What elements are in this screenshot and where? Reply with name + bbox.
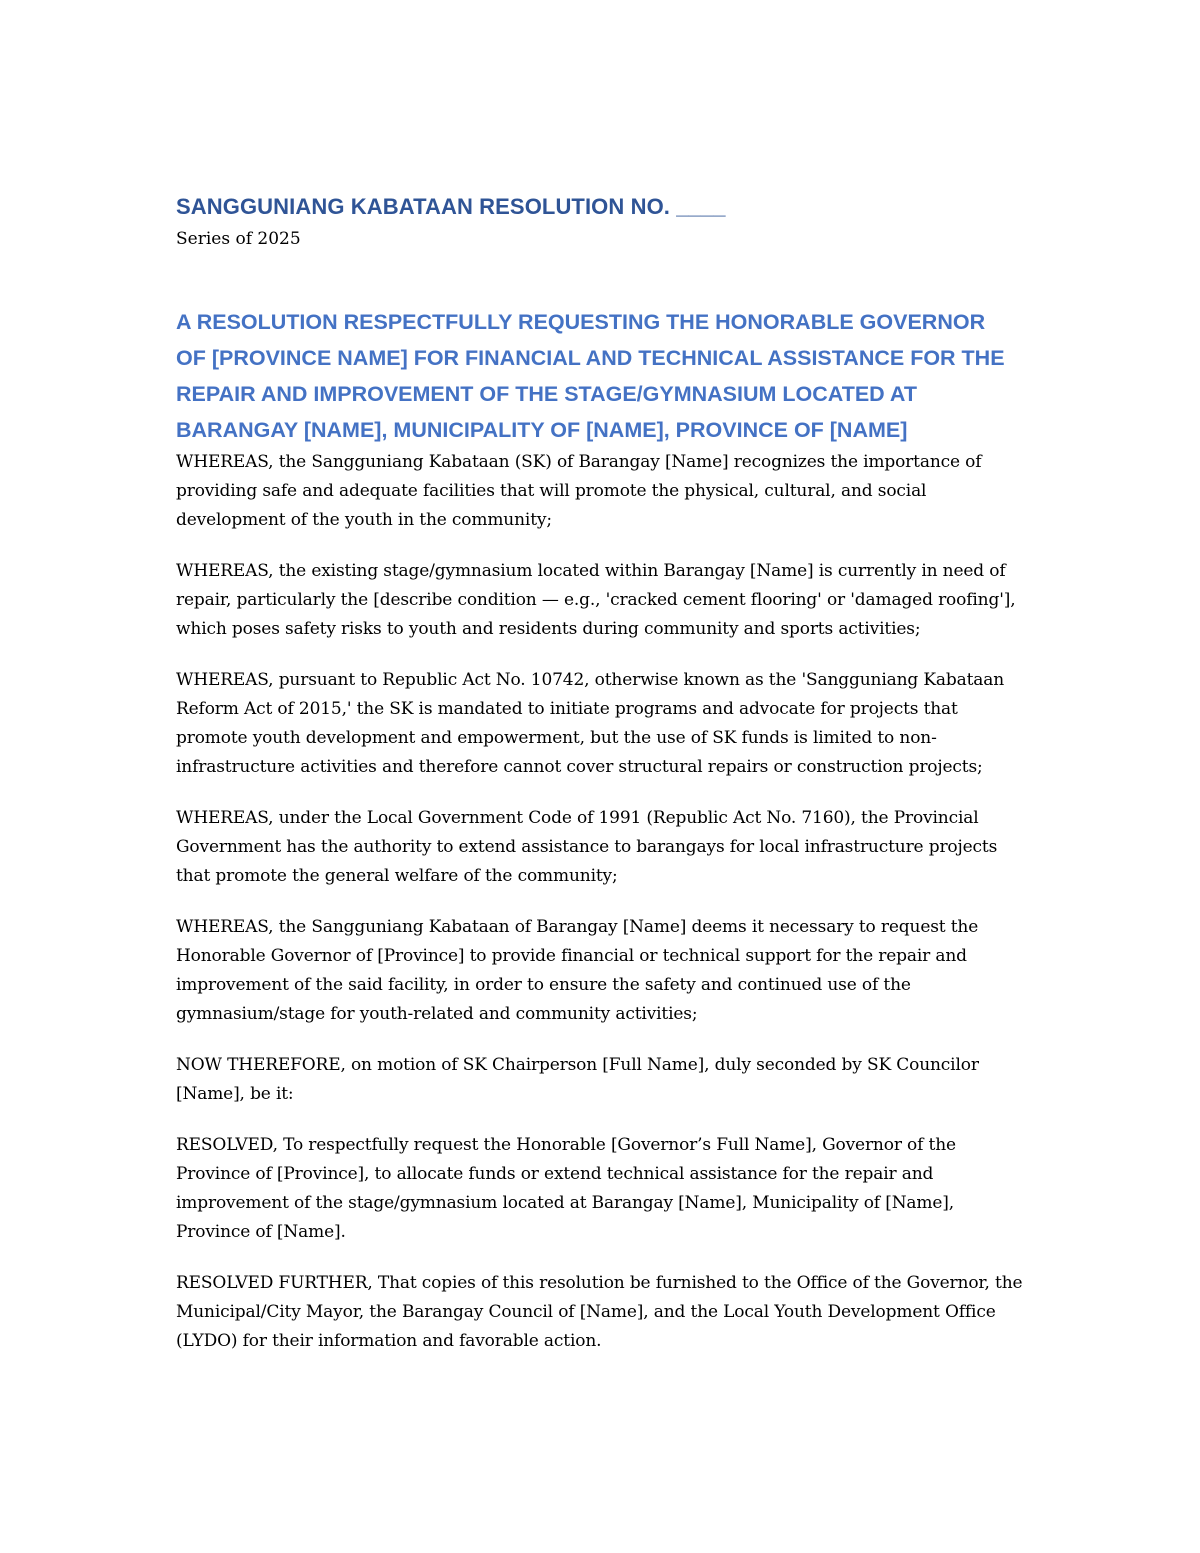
now-therefore-paragraph: NOW THEREFORE, on motion of SK Chairperson [Full Name], duly seconded by SK Councilor [Name], be it: xyxy=(176,1055,979,1104)
whereas-paragraph-2: WHEREAS, the existing stage/gymnasium located within Barangay [Name] is currently in need of repair, particularly the [describe condition — e.g., 'cracked cement flooring' or 'damaged roofing'], which poses safety risks to youth and residents during community and sports activities; xyxy=(176,561,1016,639)
document-body xyxy=(176,190,1026,1378)
whereas-paragraph-1: WHEREAS, the Sangguniang Kabataan (SK) of Barangay [Name] recognizes the importance of providing safe and adequate facilities that will promote the physical, cultural, and social development of the youth in the community; xyxy=(176,452,982,530)
resolved-paragraph: RESOLVED, To respectfully request the Honorable [Governor’s Full Name], Governor of the Province of [Province], to allocate funds or extend technical assistance for the repair and improvement of the stage/gymnasium located at Barangay [Name], Municipality of [Name], Province of [Name]. xyxy=(176,1135,956,1242)
whereas-paragraph-3: WHEREAS, pursuant to Republic Act No. 10742, otherwise known as the 'Sangguniang Kabataan Reform Act of 2015,' the SK is mandated to initiate programs and advocate for projects that promote youth development and empowerment, but the use of SK funds is limited to non-infrastructure activities and therefore cannot cover structural repairs or construction projects; xyxy=(176,670,1005,777)
whereas-paragraph-5: WHEREAS, the Sangguniang Kabataan of Barangay [Name] deems it necessary to request the Honorable Governor of [Province] to provide financial or technical support for the repair and improvement of the said facility, in order to ensure the safety and continued use of the gymnasium/stage for youth-related and community activities; xyxy=(176,917,979,1024)
whereas-paragraph-4: WHEREAS, under the Local Government Code of 1991 (Republic Act No. 7160), the Provincial Government has the authority to extend assistance to barangays for local infrastructure projects that promote the general welfare of the community; xyxy=(176,808,998,886)
series-line: Series of 2025 xyxy=(176,229,301,249)
resolution-heading: A RESOLUTION RESPECTFULLY REQUESTING THE HONORABLE GOVERNOR OF [PROVINCE NAME] FOR FINANCIAL AND TECHNICAL ASSISTANCE FOR THE REPAIR AND IMPROVEMENT OF THE STAGE/GYMNASIUM LOCATED AT BARANGAY [NAME], MUNICIPALITY OF [NAME], PROVINCE OF [NAME] xyxy=(176,310,1005,442)
resolved-further-paragraph: RESOLVED FURTHER, That copies of this resolution be furnished to the Office of the Governor, the Municipal/City Mayor, the Barangay Council of [Name], and the Local Youth Development Office (LYDO) for their information and favorable action. xyxy=(176,1273,1023,1351)
resolution-title: SANGGUNIANG KABATAAN RESOLUTION NO. ____ xyxy=(176,194,726,219)
